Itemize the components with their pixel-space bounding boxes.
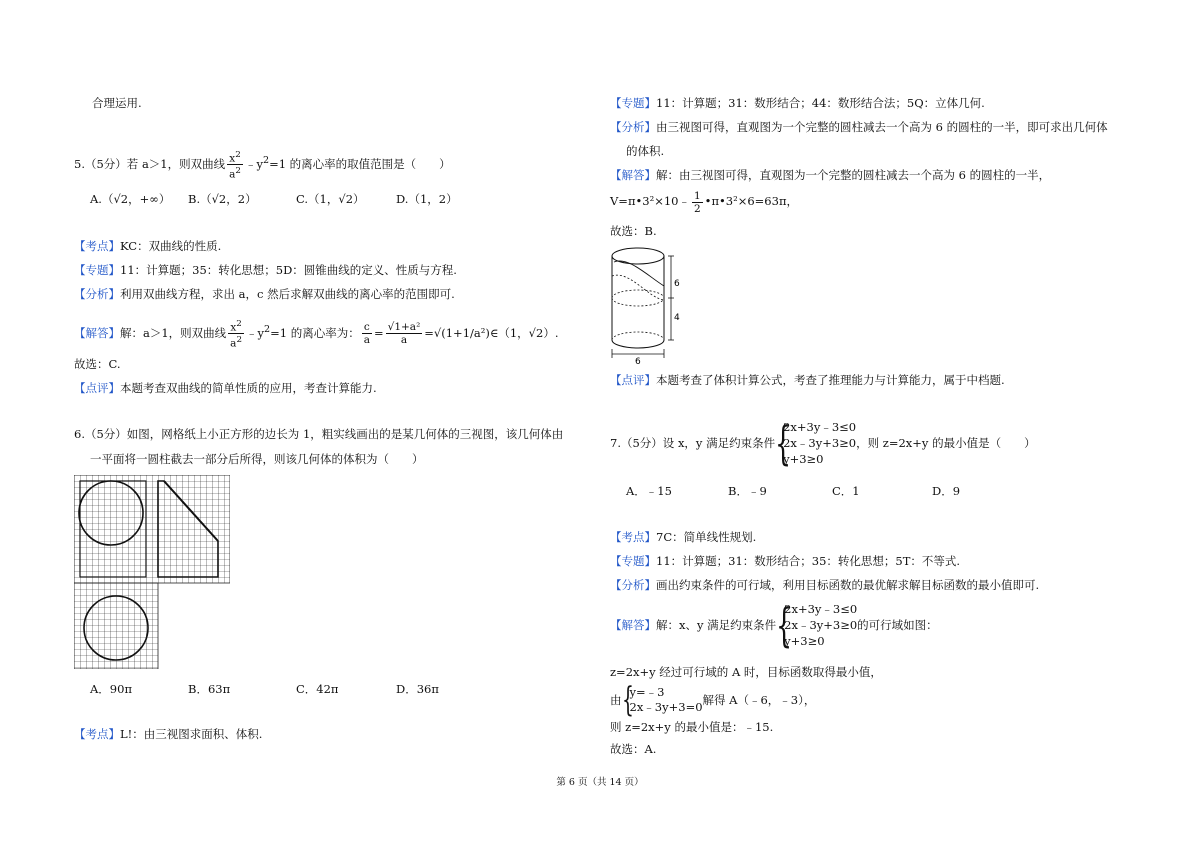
- q5-fenxi: 【分析】利用双曲线方程，求出 a，c 然后求解双曲线的离心率的范围即可.: [74, 287, 455, 301]
- cylinder-figure: [608, 246, 688, 364]
- q7-jieda-system: 2x+3y﹣3≤0 2x﹣3y+3≥0 y+3≥0: [784, 602, 858, 648]
- q7-option-c: C．1: [832, 484, 860, 498]
- q5-option-d: D.（1，2）: [396, 192, 458, 206]
- fig-label-6-bottom: 6: [635, 357, 641, 364]
- q6-volume-formula: V=π•3²×10﹣ $\frac{1}{2}$ •π•3²×6=63π，: [610, 189, 799, 215]
- q5-stem-a: 若 a＞1，则双曲线: [126, 156, 226, 171]
- sqrt-expression: √(1+1/a²): [433, 325, 490, 340]
- q7-jieda: 【解答】解：x、y 满足约束条件{ 2x+3y﹣3≤0 2x﹣3y+3≥0 y+3≥0 的可行域如图：: [610, 598, 938, 652]
- q7-solve: 由{ y=﹣3 2x﹣3y+3=0 解得 A（﹣6，﹣3），: [610, 680, 816, 720]
- q6-option-a: A．90π: [90, 682, 132, 696]
- fig-label-6-top: 6: [674, 279, 680, 289]
- q7-fenxi: 【分析】画出约束条件的可行域，利用目标函数的最优解求解目标函数的最小值即可.: [610, 578, 1040, 592]
- q5-option-a: A.（√2，+∞）: [90, 192, 171, 206]
- page-footer: 第 6 页（共 14 页）: [556, 777, 644, 788]
- q6-dianping: 【点评】本题考查了体积计算公式，考查了推理能力与计算能力，属于中档题.: [610, 373, 1005, 387]
- q7-constraint-system: 2x+3y﹣3≤0 2x﹣3y+3≥0 y+3≥0: [783, 420, 857, 466]
- q7-kaodian: 【考点】7C：简单线性规划.: [610, 530, 757, 544]
- q5-stem: [74, 148, 451, 181]
- brace: {: [621, 680, 634, 720]
- q6-fenxi: 【分析】由三视图可得，直观图为一个完整的圆柱减去一个高为 6 的圆柱的一半，即可求出几何体: [610, 120, 1108, 134]
- q5-jieda: 【解答】解：a＞1，则双曲线 $\frac{x^2}{a^2}$ $﹣y^2=1$ 的离心率为： $\frac{c}{a}$ = $\frac{\text{√1+a²}}{a}$ =√(1+1/a²)∈（1，√2）.: [74, 318, 559, 350]
- q6-fenxi-line2: 的体积.: [626, 144, 665, 158]
- brace: {: [775, 416, 792, 470]
- q5-option-c: C.（1，√2）: [296, 192, 365, 206]
- q6-kaodian: 【考点】L!：由三视图求面积、体积.: [74, 727, 263, 741]
- q7-line-z: z=2x+y 经过可行域的 A 时，目标函数取得最小值，: [610, 665, 882, 679]
- q5-jieda-fraction: $\frac{x^2}{a^2}$: [230, 318, 243, 350]
- prev-tail: 合理运用.: [92, 96, 142, 110]
- c-over-a: $\frac{c}{a}$: [363, 321, 370, 347]
- sqrt-fraction: $\frac{\text{√1+a²}}{a}$: [387, 321, 421, 347]
- q6-stem-line1: 6.（5分）如图，网格纸上小正方形的边长为 1，粗实线画出的是某几何体的三视图，该几何体由: [74, 427, 564, 441]
- brace: {: [776, 598, 793, 652]
- q7-solve-system: y=﹣3 2x﹣3y+3=0: [629, 685, 703, 714]
- q7-option-d: D．9: [932, 484, 961, 498]
- three-view-grid-figure: [74, 475, 230, 669]
- q5-zhuanti: 【专题】11：计算题；35：转化思想；5D：圆锥曲线的定义、性质与方程.: [74, 263, 457, 277]
- q6-zhuanti: 【专题】11：计算题；31：数形结合；44：数形结合法；5Q：立体几何.: [610, 96, 985, 110]
- q7-option-b: B．﹣9: [728, 484, 767, 498]
- q5-option-b: B.（√2，2）: [188, 192, 257, 206]
- q5-dianping: 【点评】本题考查双曲线的简单性质的应用，考查计算能力.: [74, 381, 377, 395]
- q5-fraction: $\frac{x^2}{a^2}$: [229, 149, 241, 181]
- q5-guxuan: 故选：C.: [74, 357, 121, 371]
- q5-number: 5.（5分）: [74, 156, 127, 171]
- q5-stem-c: =1 的离心率的取值范围是（ ）: [269, 156, 451, 171]
- q6-stem-line2: 一平面将一圆柱截去一部分后所得，则该几何体的体积为（ ）: [90, 452, 424, 466]
- q5-sup: 2: [262, 155, 270, 166]
- q7-zhuanti: 【专题】11：计算题；31：数形结合；35：转化思想；5T：不等式.: [610, 554, 961, 568]
- q5-stem-b: ﹣y: [244, 156, 263, 171]
- q7-min-line: 则 z=2x+y 的最小值是：﹣15.: [610, 720, 774, 734]
- q6-option-c: C．42π: [296, 682, 339, 696]
- fig-label-4: 4: [674, 313, 680, 323]
- q6-option-b: B．63π: [188, 682, 231, 696]
- q7-option-a: A．﹣15: [626, 484, 672, 498]
- q5-kaodian: 【考点】KC：双曲线的性质.: [74, 239, 222, 253]
- q6-option-d: D．36π: [396, 682, 439, 696]
- q7-stem: 7.（5分）设 x，y 满足约束条件{ 2x+3y﹣3≤0 2x﹣3y+3≥0 y+3≥0 ，则 z=2x+y 的最小值是（ ）: [610, 416, 1036, 470]
- q6-guxuan: 故选：B.: [610, 224, 657, 238]
- q6-jieda: 【解答】解：由三视图可得，直观图为一个完整的圆柱减去一个高为 6 的圆柱的一半，: [610, 168, 1051, 182]
- q7-guxuan: 故选：A.: [610, 742, 657, 756]
